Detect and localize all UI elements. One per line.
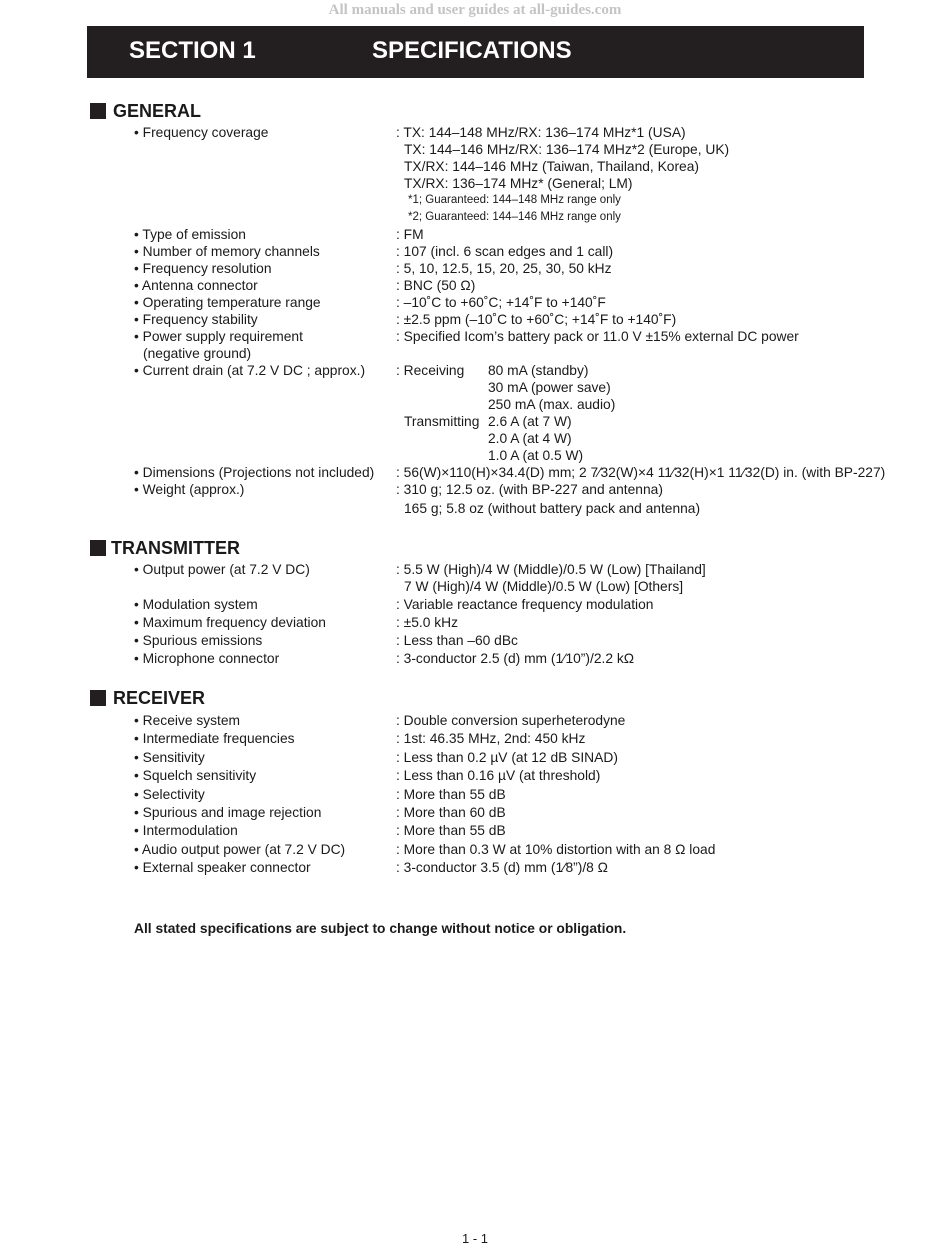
general-heading: GENERAL: [0, 100, 950, 124]
footnote: *2; Guaranteed: 144–146 MHz range only: [408, 211, 621, 223]
disclaimer-notice: All stated specifications are subject to change without notice or obligation.: [134, 921, 627, 936]
spec-row-dimensions: • Dimensions (Projections not included) : 56(W)×110(H)×34.4(D) mm; 2 7⁄32(W)×4 11⁄32(H)×1 11⁄32(D) in. (with BP-227): [134, 465, 886, 480]
spec-row: • Modulation system : Variable reactance frequency modulation: [134, 597, 654, 612]
footnote: *1; Guaranteed: 144–148 MHz range only: [408, 194, 621, 206]
section-number: SECTION 1: [129, 37, 256, 64]
spec-row: • Type of emission : FM: [134, 227, 424, 242]
page-title: SPECIFICATIONS: [372, 37, 572, 64]
section-banner: [87, 26, 864, 78]
spec-content: [0, 100, 950, 876]
spec-row: • Intermodulation : More than 55 dB: [134, 823, 506, 839]
spec-row: • Selectivity : More than 55 dB: [134, 786, 506, 802]
spec-label: • Frequency coverage: [134, 125, 269, 140]
heading-square-icon: [90, 103, 106, 119]
spec-row: • Maximum frequency deviation : ±5.0 kHz: [134, 615, 459, 630]
spec-row-weight: • Weight (approx.) : 310 g; 12.5 oz. (with BP-227 and antenna) 165 g; 5.8 oz (without battery pack and antenna): [134, 482, 701, 516]
spec-row: • Audio output power (at 7.2 V DC) : More than 0.3 W at 10% distortion with an 8 Ω load: [134, 841, 716, 857]
watermark: All manuals and user guides at all-guides.com: [328, 2, 622, 18]
spec-row: • Intermediate frequencies : 1st: 46.35 MHz, 2nd: 450 kHz: [134, 731, 586, 747]
spec-row: • Antenna connector : BNC (50 Ω): [134, 278, 476, 293]
heading-square-icon: [90, 690, 106, 706]
page-number: 1 - 1: [461, 1231, 488, 1246]
receiver-heading: RECEIVER: [0, 687, 950, 711]
transmitter-heading: TRANSMITTER: [0, 537, 950, 561]
spec-row: • Sensitivity : Less than 0.2 µV (at 12 dB SINAD): [134, 749, 618, 765]
spec-row-power-supply: • Power supply requirement (negative ground) : Specified Icom’s battery pack or 11.0 V ±15% external DC power: [134, 329, 799, 361]
heading-square-icon: [90, 540, 106, 556]
spec-row: • Frequency resolution : 5, 10, 12.5, 15, 20, 25, 30, 50 kHz: [134, 261, 612, 276]
spec-row: • Operating temperature range : –10˚C to +60˚C; +14˚F to +140˚F: [134, 295, 606, 310]
spec-row-current-drain: • Current drain (at 7.2 V DC ; approx.) : Receiving 80 mA (standby) 30 mA (power save) 250 mA (max. audio) Transmitting 2.6 A (at 7 W) 2.0 A (at 4 W) 1.0 A (at 0.5 W): [134, 363, 616, 463]
spec-row: • Number of memory channels : 107 (incl. 6 scan edges and 1 call): [134, 244, 614, 259]
spec-row: • Frequency stability : ±2.5 ppm (–10˚C to +60˚C; +14˚F to +140˚F): [134, 312, 677, 327]
spec-row: • Spurious and image rejection : More than 60 dB: [134, 804, 506, 820]
spec-row: • Receive system : Double conversion superheterodyne: [134, 713, 626, 728]
spec-value: : TX: 144–148 MHz/RX: 136–174 MHz*1 (USA) TX: 144–146 MHz/RX: 136–174 MHz*2 (Europe, UK) TX/RX: 144–146 MHz (Taiwan, Thailand, Korea) TX/RX: 136–174 MHz* (General; LM) *1; Guaranteed: 144–148 MHz range only *2; Guaranteed: 144–146 MHz range only: [396, 124, 950, 226]
spec-row: • Microphone connector : 3-conductor 2.5 (d) mm (1⁄10”)/2.2 kΩ: [134, 651, 635, 666]
spec-row: • External speaker connector : 3-conductor 3.5 (d) mm (1⁄8”)/8 Ω: [134, 860, 608, 876]
spec-row-output-power: • Output power (at 7.2 V DC) : 5.5 W (High)/4 W (Middle)/0.5 W (Low) [Thailand] 7 W (High)/4 W (Middle)/0.5 W (Low) [Others]: [134, 562, 706, 594]
spec-row: • Spurious emissions : Less than –60 dBc: [134, 633, 518, 648]
spec-row: • Squelch sensitivity : Less than 0.16 µV (at threshold): [134, 768, 601, 784]
spec-row-frequency-coverage: [0, 124, 950, 226]
